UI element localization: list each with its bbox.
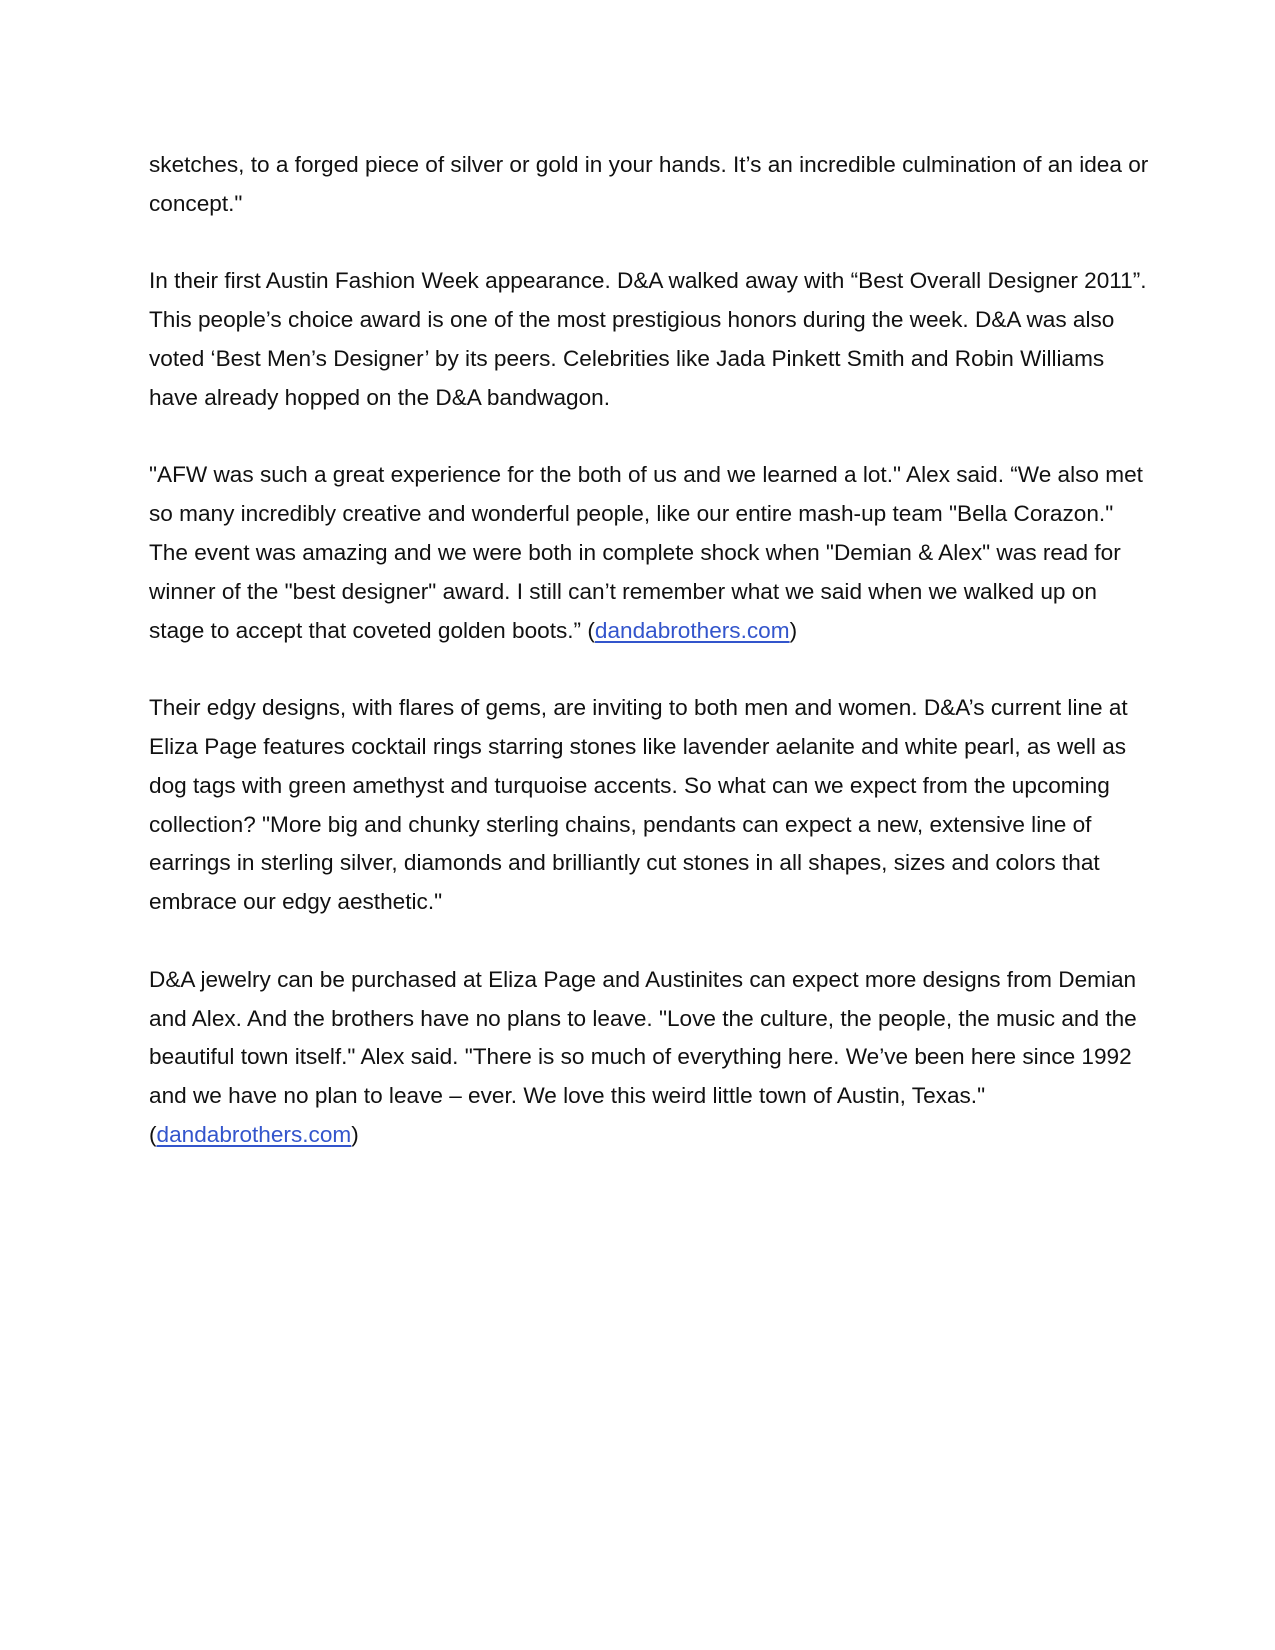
source-link[interactable]: dandabrothers.com	[156, 1121, 352, 1147]
paragraph-text: sketches, to a forged piece of silver or gold in your hands. It’s an incredible culmination of an idea or concept."	[149, 152, 1149, 216]
article-body	[149, 146, 1153, 1194]
paragraph-text: D&A jewelry can be purchased at Eliza Page and Austinites can expect more designs from Demian and Alex. And the brothers have no plans to leave. "Love the culture, the people, the music and the beautiful town itself." Alex said. "There is so much of everything here. We’ve been here since 1992 and we have no plan to leave – ever. We love this weird little town of Austin, Texas." (	[149, 966, 1137, 1147]
paragraph-fashion-week-award	[149, 262, 1153, 417]
paragraph-alex-quote	[149, 456, 1153, 650]
paragraph-text: In their first Austin Fashion Week appearance. D&A walked away with “Best Overall Designer 2011”. This people’s choice award is one of the most prestigious honors during the week. D&A was also voted ‘Best Men’s Designer’ by its peers. Celebrities like Jada Pinkett Smith and Robin Williams have already hopped on the D&A bandwagon.	[149, 268, 1147, 410]
paragraph-text: "AFW was such a great experience for the both of us and we learned a lot." Alex said. “We also met so many incredibly creative and wonderful people, like our entire mash-up team "Bella Corazon." The event was amazing and we were both in complete shock when "Demian & Alex" was read for winner of the "best designer" award. I still can’t remember what we said when we walked up on stage to accept that coveted golden boots.” (	[149, 462, 1143, 643]
paragraph-text-end: )	[789, 617, 798, 643]
paragraph-austin	[149, 961, 1153, 1155]
paragraph-design-process	[149, 146, 1153, 224]
paragraph-edgy-designs	[149, 689, 1153, 922]
source-link[interactable]: dandabrothers.com	[594, 617, 790, 643]
paragraph-text-end: )	[351, 1121, 359, 1147]
paragraph-text: Their edgy designs, with flares of gems, are inviting to both men and women. D&A’s current line at Eliza Page features cocktail rings starring stones like lavender aelanite and white pearl, as well as dog tags with green amethyst and turquoise accents. So what can we expect from the upcoming collection? "More big and chunky sterling chains, pendants can expect a new, extensive line of earrings in sterling silver, diamonds and brilliantly cut stones in all shapes, sizes and colors that embrace our edgy aesthetic."	[149, 695, 1128, 915]
